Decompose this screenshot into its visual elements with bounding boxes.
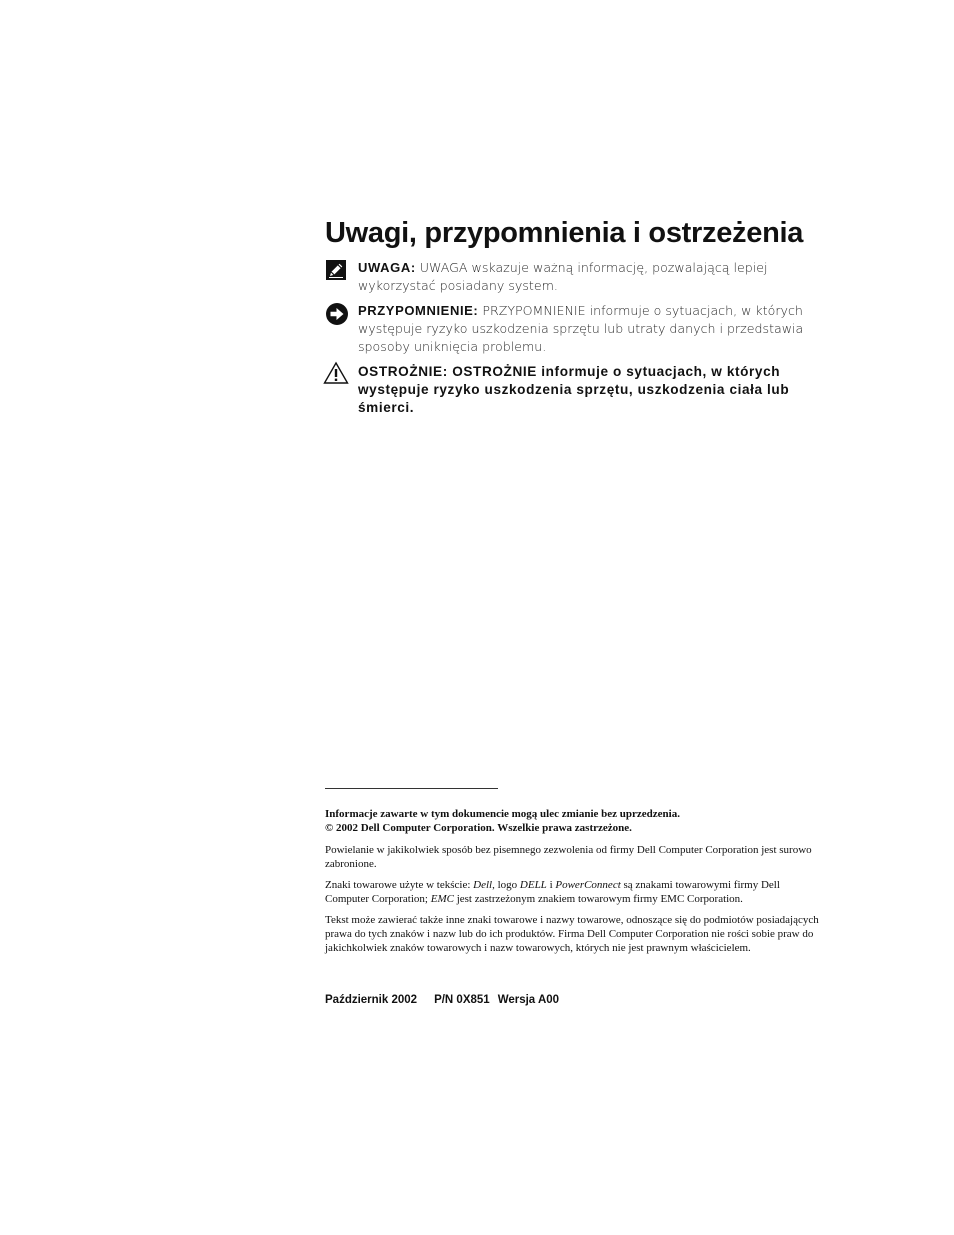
warning-triangle-icon (325, 363, 349, 387)
divider-rule (325, 788, 498, 789)
footer-revision: Wersja A00 (497, 994, 560, 1006)
legal-notice (325, 807, 820, 835)
footer-date: Październik 2002 (325, 994, 418, 1006)
footer-part-number: P/N 0X851 (434, 994, 490, 1006)
note-uwaga-label: UWAGA: (358, 260, 416, 275)
trademark-dell: Dell (473, 879, 493, 891)
legal-other-marks: Tekst może zawierać także inne znaki towarowe i nazwy towarowe, odnoszące się do podmiotów posiadających prawa do tych znaków i nazw lub do ich produktów. Firma Dell Computer Corporation nie rości sobie praw do jakichkolwiek znaków towarowych i nazw towarowych, których nie jest prawnym właścicielem. (325, 914, 819, 954)
note-uwaga-body: UWAGA wskazuje ważną informację, pozwalającą lepiej wykorzystać posiadany system. (358, 260, 768, 293)
note-ostroznie-label: OSTROŻNIE: (358, 364, 448, 379)
page-title: Uwagi, przypomnienia i ostrzeżenia (325, 217, 804, 249)
trademarks-text-4: są znakami towarowymi firmy Dell Computer Corporation; (325, 879, 780, 905)
note-ostroznie-text (358, 363, 820, 417)
legal-notice-copyright: © 2002 Dell Computer Corporation. Wszelkie prawa zastrzeżone. (325, 822, 632, 834)
note-uwaga-text (358, 259, 820, 295)
trademarks-text-1: Znaki towarowe użyte w tekście: (325, 879, 474, 891)
legal-trademarks (325, 878, 820, 906)
legal-reproduction: Powielanie w jakikolwiek sposób bez pisemnego zezwolenia od firmy Dell Computer Corporation jest surowo zabronione. (325, 844, 812, 870)
trademarks-text-2: , logo (492, 879, 520, 891)
legal-notice-change: Informacje zawarte w tym dokumencie mogą ulec zmianie bez uprzedzenia. (325, 808, 680, 820)
trademark-powerconnect: PowerConnect (555, 879, 621, 891)
trademark-emc: EMC (430, 893, 454, 905)
trademarks-text-5: jest zastrzeżonym znakiem towarowym firmy EMC Corporation. (453, 893, 743, 905)
note-przypomnienie-label: PRZYPOMNIENIE: (358, 303, 479, 318)
note-przypomnienie-body: PRZYPOMNIENIE informuje o sytuacjach, w których występuje ryzyko uszkodzenia sprzętu lub utraty danych i przedstawia sposoby uniknięcia problemu. (358, 303, 804, 354)
note-ostroznie-body: OSTROŻNIE informuje o sytuacjach, w których występuje ryzyko uszkodzenia sprzętu, uszkodzenia ciała lub śmierci. (358, 364, 790, 415)
note-przypomnienie-text (358, 302, 820, 356)
pencil-note-icon (325, 259, 349, 283)
document-footer (325, 993, 820, 1007)
arrow-circle-icon (325, 302, 349, 326)
trademark-dell-logo: DELL (519, 879, 547, 891)
trademarks-text-3: i (546, 879, 556, 891)
